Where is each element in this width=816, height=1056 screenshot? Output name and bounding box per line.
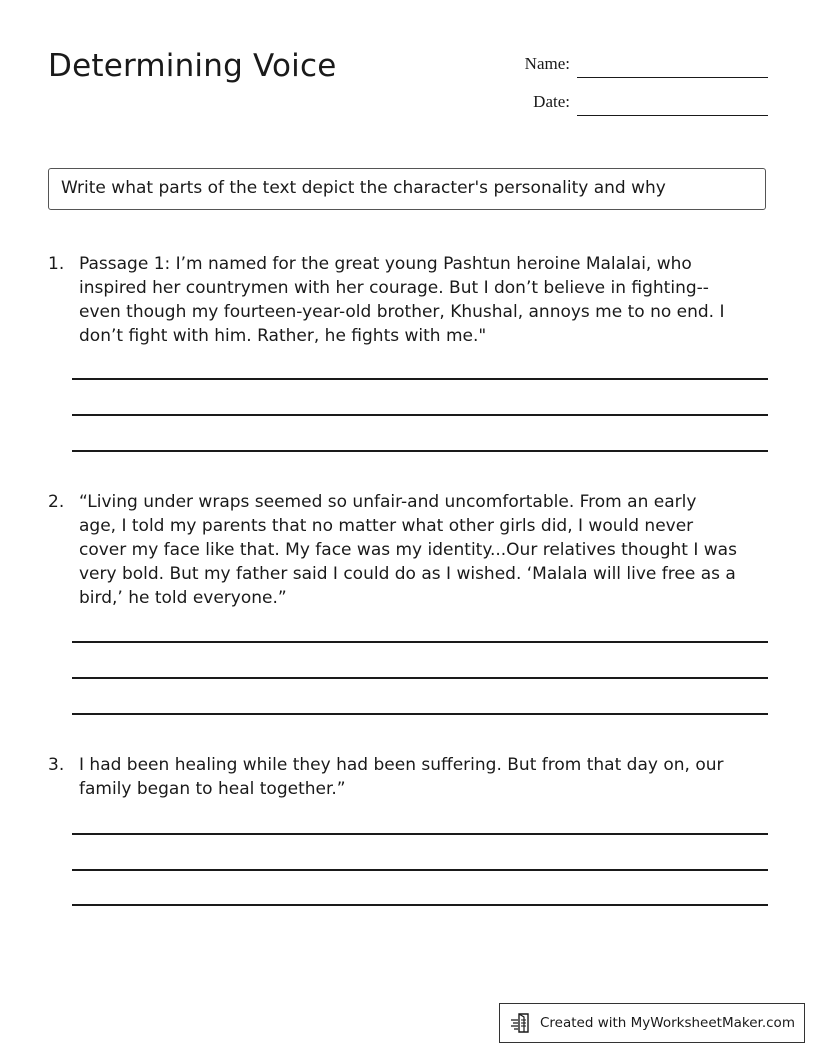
question-text-line: Passage 1: I’m named for the great young Pashtun heroine Malalai, who: [79, 254, 692, 274]
answer-line[interactable]: [72, 450, 768, 452]
date-label: Date:: [533, 92, 570, 111]
question-text-line: bird,’ he told everyone.”: [79, 588, 287, 608]
name-field: [470, 54, 570, 78]
question-text-line: very bold. But my father said I could do as I wished. ‘Malala will live free as a: [79, 564, 736, 584]
question-number: 1.: [48, 254, 65, 274]
name-label: Name:: [524, 54, 570, 73]
question-text-line: family began to heal together.”: [79, 779, 346, 799]
question-text: [79, 490, 767, 610]
answer-line[interactable]: [72, 641, 768, 643]
date-input-line[interactable]: [577, 115, 768, 116]
question-text-line: even though my fourteen-year-old brother, Khushal, annoys me to no end. I: [79, 302, 725, 322]
answer-line[interactable]: [72, 414, 768, 416]
question-number: 3.: [48, 755, 65, 775]
answer-line[interactable]: [72, 869, 768, 871]
question-text-line: don’t fight with him. Rather, he fights with me.": [79, 326, 487, 346]
instructions-box: Write what parts of the text depict the character's personality and why: [48, 168, 766, 210]
created-with-badge[interactable]: [499, 1003, 805, 1043]
question-text: [79, 252, 767, 348]
answer-line[interactable]: [72, 904, 768, 906]
question-number: 2.: [48, 492, 65, 512]
date-field: [470, 92, 570, 116]
page-title: Determining Voice: [48, 48, 337, 84]
question-text-line: inspired her countrymen with her courage. But I don’t believe in fighting--: [79, 278, 709, 298]
myworksheetmaker-logo-icon: [510, 1011, 534, 1035]
answer-line[interactable]: [72, 833, 768, 835]
name-input-line[interactable]: [577, 77, 768, 78]
question-text-line: cover my face like that. My face was my identity...Our relatives thought I was: [79, 540, 737, 560]
question-text-line: “Living under wraps seemed so unfair-and uncomfortable. From an early: [79, 492, 697, 512]
answer-line[interactable]: [72, 378, 768, 380]
answer-line[interactable]: [72, 713, 768, 715]
question-text-line: age, I told my parents that no matter what other girls did, I would never: [79, 516, 694, 536]
question-text: [79, 753, 767, 801]
badge-text: Created with MyWorksheetMaker.com: [540, 1015, 795, 1031]
question-text-line: I had been healing while they had been suffering. But from that day on, our: [79, 755, 724, 775]
answer-line[interactable]: [72, 677, 768, 679]
